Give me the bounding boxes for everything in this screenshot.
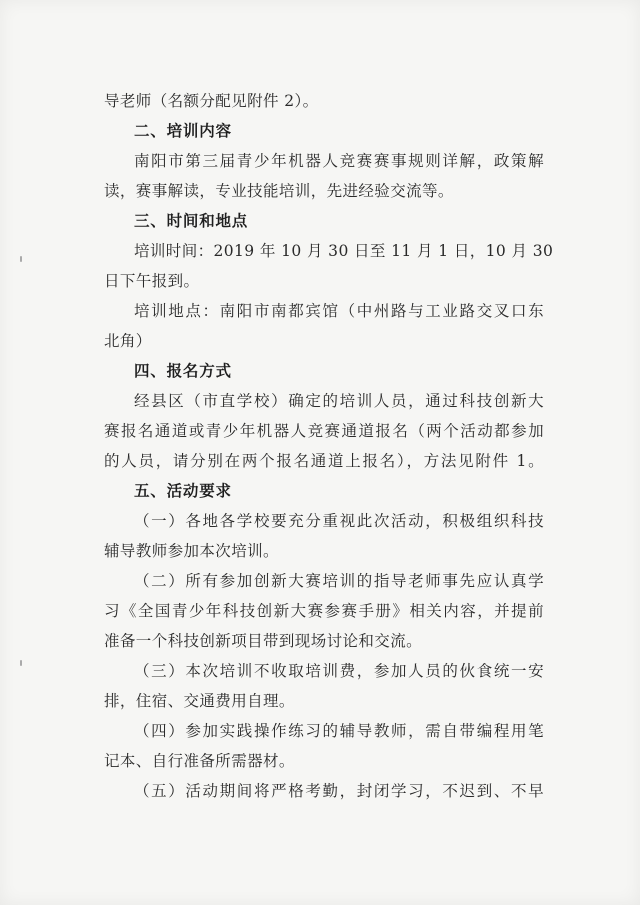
text-line: 习《全国青少年科技创新大赛参赛手册》相关内容，并提前 (104, 602, 544, 620)
text-line: 读，赛事解读，专业技能培训，先进经验交流等。 (104, 182, 454, 200)
scan-speck (20, 256, 22, 262)
section-heading: 三、时间和地点 (134, 212, 249, 230)
section-heading: 四、报名方式 (134, 362, 232, 380)
section-heading: 五、活动要求 (134, 482, 232, 500)
text-line: 培训地点：南阳市南都宾馆（中州路与工业路交叉口东 (134, 302, 544, 320)
text-line: （五）活动期间将严格考勤，封闭学习，不迟到、不早 (134, 782, 544, 800)
document-body (104, 86, 554, 806)
text-line: 南阳市第三届青少年机器人竞赛赛事规则详解，政策解 (134, 152, 544, 170)
text-line: 排，住宿、交通费用自理。 (104, 692, 295, 710)
text-line: （四）参加实践操作练习的辅导教师，需自带编程用笔 (134, 722, 544, 740)
text-line: 北角） (104, 332, 152, 350)
text-line: （一）各地各学校要充分重视此次活动，积极组织科技 (134, 512, 544, 530)
text-line: 培训时间：2019 年 10 月 30 日至 11 月 1 日，10 月 30 (134, 242, 554, 260)
text-line: （二）所有参加创新大赛培训的指导老师事先应认真学 (134, 572, 544, 590)
text-line: （三）本次培训不收取培训费，参加人员的伙食统一安 (134, 662, 544, 680)
scan-speck (20, 660, 22, 666)
text-line: 记本、自行准备所需器材。 (104, 752, 295, 770)
text-line: 准备一个科技创新项目带到现场讨论和交流。 (104, 632, 423, 650)
text-line: 的人员，请分别在两个报名通道上报名），方法见附件 1。 (104, 452, 544, 470)
text-line: 经县区（市直学校）确定的培训人员，通过科技创新大 (134, 392, 544, 410)
text-line: 日下午报到。 (104, 272, 200, 290)
text-line: 赛报名通道或青少年机器人竞赛通道报名（两个活动都参加 (104, 422, 544, 440)
section-heading: 二、培训内容 (134, 122, 232, 140)
text-line: 导老师（名额分配见附件 2）。 (104, 92, 319, 110)
text-line: 辅导教师参加本次培训。 (104, 542, 279, 560)
